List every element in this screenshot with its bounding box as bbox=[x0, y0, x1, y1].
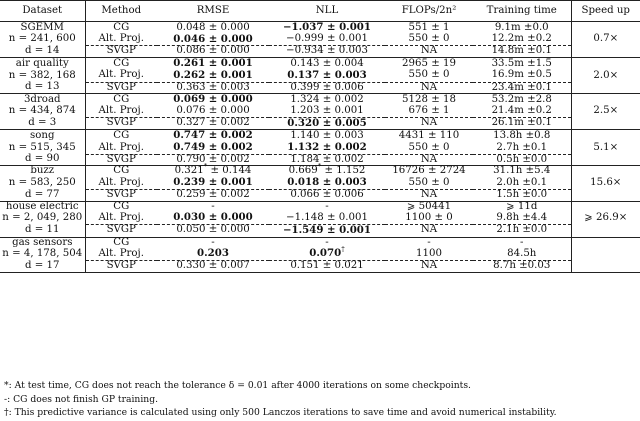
table-row bbox=[0, 117, 640, 130]
nll-cell bbox=[269, 106, 385, 117]
time-cell-text: ⩾ 11d bbox=[506, 200, 538, 212]
method-cell-text: SVGP bbox=[106, 45, 136, 57]
time-cell-text: - bbox=[520, 236, 524, 248]
rmse-cell-text: 0.262 ± 0.001 bbox=[173, 68, 253, 81]
dataset-cell bbox=[0, 130, 85, 142]
speedup-cell bbox=[571, 189, 640, 201]
rmse-cell-text: 0.321 bbox=[174, 165, 204, 177]
flops-cell-text: 550 ± 0 bbox=[408, 141, 450, 153]
footnotes bbox=[4, 379, 557, 420]
nll-cell-text: −0.999 ± 0.001 bbox=[286, 33, 368, 45]
method-cell bbox=[85, 237, 157, 248]
dataset-cell-text: d = 90 bbox=[25, 153, 60, 165]
speedup-cell bbox=[571, 261, 640, 273]
rmse-cell-text: 0.259 ± 0.002 bbox=[176, 188, 250, 200]
flops-cell bbox=[385, 22, 473, 34]
method-cell bbox=[85, 189, 157, 201]
method-cell bbox=[85, 58, 157, 70]
header-speed-up: Speed up bbox=[571, 1, 640, 22]
time-cell bbox=[473, 82, 571, 94]
method-cell-text: SVGP bbox=[106, 260, 136, 272]
table-row bbox=[0, 70, 640, 82]
time-cell-text: 84.5h bbox=[507, 247, 537, 259]
flops-cell-text: 2965 ± 19 bbox=[402, 57, 456, 69]
flops-cell-text: 16726 ± 2724 bbox=[392, 165, 466, 177]
nll-cell bbox=[269, 224, 385, 237]
header-dataset: Dataset bbox=[0, 1, 85, 22]
speedup-cell bbox=[571, 58, 640, 70]
method-cell bbox=[85, 261, 157, 273]
method-cell bbox=[85, 201, 157, 212]
nll-cell-text: 0.669 bbox=[288, 165, 318, 177]
time-cell-text: 16.9m ±0.5 bbox=[491, 69, 552, 81]
dataset-cell bbox=[0, 142, 85, 154]
time-cell bbox=[473, 237, 571, 248]
nll-footnote-mark: * bbox=[317, 163, 322, 172]
method-cell bbox=[85, 82, 157, 94]
table-row bbox=[0, 106, 640, 117]
time-cell bbox=[473, 106, 571, 117]
rmse-cell bbox=[157, 224, 269, 237]
rmse-tail: ± 0.144 bbox=[207, 165, 252, 177]
time-cell-text: 8.7h ±0.03 bbox=[493, 260, 551, 272]
time-cell-text: 2.0h ±0.1 bbox=[496, 176, 548, 188]
time-cell bbox=[473, 70, 571, 82]
rmse-cell bbox=[157, 248, 269, 260]
time-cell-text: 9.1m ±0.0 bbox=[494, 21, 549, 33]
nll-cell-text: −1.549 ± 0.001 bbox=[283, 223, 371, 236]
time-cell-text: 0.5h ±0.0 bbox=[496, 153, 548, 165]
header-method: Method bbox=[85, 1, 157, 22]
method-cell bbox=[85, 34, 157, 46]
dataset-cell-text: gas sensors bbox=[12, 236, 73, 248]
dataset-cell-text: 3droad bbox=[23, 93, 61, 105]
rmse-cell bbox=[157, 46, 269, 58]
method-cell-text: Alt. Proj. bbox=[98, 247, 144, 259]
nll-cell-text: −0.934 ± 0.003 bbox=[286, 45, 368, 57]
method-cell-text: CG bbox=[113, 200, 130, 212]
method-cell bbox=[85, 22, 157, 34]
table-row bbox=[0, 142, 640, 154]
time-cell-text: 21.4m ±0.2 bbox=[491, 104, 552, 116]
time-cell bbox=[473, 201, 571, 212]
dataset-cell bbox=[0, 22, 85, 34]
flops-cell-text: NA bbox=[420, 188, 438, 200]
speedup-cell bbox=[571, 117, 640, 130]
speedup-cell bbox=[571, 34, 640, 46]
method-cell-text: Alt. Proj. bbox=[98, 141, 144, 153]
speedup-cell-text: 5.1× bbox=[593, 141, 619, 153]
speedup-cell bbox=[571, 166, 640, 177]
rmse-cell-text: 0.749 ± 0.002 bbox=[173, 141, 253, 154]
flops-cell-text: 550 ± 0 bbox=[408, 69, 450, 81]
dataset-cell-text: song bbox=[30, 129, 55, 141]
method-cell bbox=[85, 106, 157, 117]
rmse-cell bbox=[157, 117, 269, 130]
time-cell-text: 23.4m ±0.1 bbox=[491, 81, 552, 93]
table-row bbox=[0, 82, 640, 94]
rmse-cell-text: 0.048 ± 0.000 bbox=[176, 21, 250, 33]
time-cell bbox=[473, 154, 571, 166]
rmse-cell bbox=[157, 189, 269, 201]
method-cell-text: Alt. Proj. bbox=[98, 211, 144, 223]
header-flops: FLOPs/2n² bbox=[385, 1, 473, 22]
dataset-cell-text: n = 382, 168 bbox=[8, 69, 76, 81]
speedup-cell-text: 15.6× bbox=[590, 176, 622, 188]
dataset-cell-text: d = 11 bbox=[25, 224, 60, 236]
method-cell bbox=[85, 130, 157, 142]
method-cell bbox=[85, 166, 157, 177]
table-row bbox=[0, 22, 640, 34]
dataset-cell bbox=[0, 46, 85, 58]
nll-cell bbox=[269, 70, 385, 82]
speedup-cell bbox=[571, 82, 640, 94]
nll-cell bbox=[269, 201, 385, 212]
dataset-cell-text: d = 17 bbox=[25, 259, 60, 271]
dataset-cell-text: d = 14 bbox=[25, 45, 60, 57]
time-cell bbox=[473, 22, 571, 34]
method-cell-text: SVGP bbox=[106, 81, 136, 93]
flops-cell-text: NA bbox=[420, 81, 438, 93]
flops-cell bbox=[385, 212, 473, 224]
flops-cell-text: NA bbox=[420, 260, 438, 272]
nll-cell bbox=[269, 212, 385, 224]
dataset-cell bbox=[0, 212, 85, 224]
rmse-cell-text: 0.330 ± 0.007 bbox=[176, 260, 250, 272]
time-cell-text: 13.8h ±0.8 bbox=[493, 129, 551, 141]
dataset-cell bbox=[0, 189, 85, 201]
rmse-cell-text: 0.046 ± 0.000 bbox=[173, 32, 253, 45]
rmse-cell bbox=[157, 34, 269, 46]
flops-cell-text: 551 ± 1 bbox=[408, 21, 450, 33]
table-row bbox=[0, 189, 640, 201]
time-cell-text: 1.5h ±0.0 bbox=[496, 188, 548, 200]
method-cell-text: CG bbox=[113, 93, 130, 105]
time-cell bbox=[473, 46, 571, 58]
method-cell bbox=[85, 177, 157, 189]
dataset-cell-text: n = 2, 049, 280 bbox=[2, 212, 83, 223]
dataset-cell bbox=[0, 82, 85, 94]
time-cell bbox=[473, 58, 571, 70]
rmse-cell-text: 0.086 ± 0.000 bbox=[176, 45, 250, 57]
table-row bbox=[0, 248, 640, 260]
nll-cell bbox=[269, 142, 385, 154]
speedup-cell-text: ⩾ 26.9× bbox=[584, 212, 628, 223]
nll-cell-text: 0.066 ± 0.006 bbox=[290, 188, 364, 200]
speedup-cell bbox=[571, 22, 640, 34]
nll-cell-text: −1.037 ± 0.001 bbox=[283, 21, 371, 33]
rmse-cell-text: - bbox=[211, 236, 215, 248]
flops-cell-text: 550 ± 0 bbox=[408, 176, 450, 188]
flops-cell-text: 1100 ± 0 bbox=[405, 211, 453, 223]
table-row bbox=[0, 261, 640, 273]
flops-cell bbox=[385, 166, 473, 177]
rmse-cell-text: 0.790 ± 0.002 bbox=[176, 153, 250, 165]
rmse-cell bbox=[157, 106, 269, 117]
method-cell-text: SVGP bbox=[106, 188, 136, 200]
nll-cell bbox=[269, 46, 385, 58]
method-cell-text: SVGP bbox=[106, 224, 136, 236]
dataset-cell-text: d = 13 bbox=[25, 81, 60, 93]
speedup-cell bbox=[571, 248, 640, 260]
flops-cell bbox=[385, 130, 473, 142]
header-row bbox=[0, 1, 640, 22]
method-cell-text: CG bbox=[113, 57, 130, 69]
time-cell-text: 2.7h ±0.1 bbox=[496, 141, 548, 153]
speedup-cell bbox=[571, 177, 640, 189]
dataset-cell-text: house electric bbox=[5, 200, 79, 212]
nll-footnote-mark: † bbox=[341, 245, 345, 254]
time-cell bbox=[473, 117, 571, 130]
flops-cell-text: NA bbox=[420, 117, 438, 129]
time-cell bbox=[473, 189, 571, 201]
dataset-cell-text: n = 241, 600 bbox=[8, 33, 76, 45]
nll-cell bbox=[269, 245, 385, 260]
nll-cell-text: 0.137 ± 0.003 bbox=[287, 68, 367, 81]
table-row bbox=[0, 177, 640, 189]
flops-cell bbox=[385, 189, 473, 201]
time-cell bbox=[473, 212, 571, 224]
nll-cell-text: 0.070 bbox=[309, 247, 342, 260]
header-training-time: Training time bbox=[473, 1, 571, 22]
time-cell bbox=[473, 224, 571, 237]
dataset-cell-text: SGEMM bbox=[20, 21, 64, 33]
flops-cell-text: 550 ± 0 bbox=[408, 33, 450, 45]
method-cell-text: CG bbox=[113, 129, 130, 141]
dataset-cell bbox=[0, 237, 85, 248]
nll-cell bbox=[269, 22, 385, 34]
nll-cell-text: 1.324 ± 0.002 bbox=[290, 93, 364, 105]
footnote-dash: -: CG does not finish GP training. bbox=[4, 393, 159, 405]
header-nll: NLL bbox=[269, 1, 385, 22]
dataset-cell bbox=[0, 70, 85, 82]
method-cell bbox=[85, 154, 157, 166]
flops-cell bbox=[385, 106, 473, 117]
time-cell-text: 33.5m ±1.5 bbox=[491, 57, 552, 69]
flops-cell bbox=[385, 261, 473, 273]
nll-cell-text: 1.203 ± 0.001 bbox=[290, 104, 364, 116]
rmse-cell bbox=[157, 212, 269, 224]
time-cell bbox=[473, 34, 571, 46]
flops-cell bbox=[385, 154, 473, 166]
nll-cell-text: 0.151 ± 0.021 bbox=[290, 260, 364, 272]
dataset-cell bbox=[0, 261, 85, 273]
method-cell bbox=[85, 70, 157, 82]
time-cell-text: 2.1h ±0.0 bbox=[496, 224, 548, 236]
nll-cell-text: −1.148 ± 0.001 bbox=[286, 211, 368, 223]
nll-cell-text: 1.140 ± 0.003 bbox=[290, 129, 364, 141]
time-cell-text: 9.8h ±4.4 bbox=[496, 211, 548, 223]
nll-cell bbox=[269, 261, 385, 273]
nll-tail: ± 1.152 bbox=[321, 165, 366, 177]
rmse-cell-text: 0.050 ± 0.000 bbox=[176, 224, 250, 236]
rmse-cell bbox=[157, 177, 269, 189]
footnote-dagger: †: This predictive variance is calculated using only 500 Lanczos iterations to save time and avoid numerical instability. bbox=[4, 407, 557, 418]
dataset-cell bbox=[0, 58, 85, 70]
method-cell bbox=[85, 224, 157, 237]
nll-cell bbox=[269, 34, 385, 46]
dataset-cell bbox=[0, 106, 85, 117]
flops-cell bbox=[385, 224, 473, 237]
nll-cell-text: 0.018 ± 0.003 bbox=[287, 176, 367, 189]
method-cell-text: SVGP bbox=[106, 117, 136, 129]
dataset-cell bbox=[0, 154, 85, 166]
method-cell-text: CG bbox=[113, 236, 130, 248]
time-cell-text: 26.1m ±0.1 bbox=[491, 117, 552, 129]
nll-cell bbox=[269, 189, 385, 201]
nll-cell bbox=[269, 82, 385, 94]
dataset-cell-text: n = 4, 178, 504 bbox=[2, 248, 83, 260]
footnote-star: *: At test time, CG does not reach the tolerance δ = 0.01 after 4000 iterations on some checkpoints. bbox=[4, 380, 471, 391]
rmse-cell bbox=[157, 142, 269, 154]
time-cell-text: 53.2m ±2.8 bbox=[491, 93, 552, 105]
flops-cell bbox=[385, 82, 473, 94]
time-cell bbox=[473, 142, 571, 154]
flops-cell-text: NA bbox=[420, 224, 438, 236]
dataset-cell-text: d = 77 bbox=[25, 188, 60, 200]
header-rmse: RMSE bbox=[157, 1, 269, 22]
table-row bbox=[0, 201, 640, 212]
rmse-cell-text: 0.363 ± 0.003 bbox=[176, 81, 250, 93]
flops-cell-text: 4431 ± 110 bbox=[398, 129, 460, 141]
time-cell-text: 12.2m ±0.2 bbox=[491, 33, 552, 45]
speedup-cell-text: 0.7× bbox=[593, 33, 619, 45]
flops-cell bbox=[385, 70, 473, 82]
results-body bbox=[0, 22, 640, 273]
time-cell bbox=[473, 177, 571, 189]
table-row bbox=[0, 212, 640, 224]
flops-cell bbox=[385, 237, 473, 248]
flops-cell-text: ⩾ 50441 bbox=[406, 200, 452, 212]
method-cell-text: Alt. Proj. bbox=[98, 104, 144, 116]
dataset-cell-text: air quality bbox=[15, 57, 69, 69]
method-cell-text: Alt. Proj. bbox=[98, 33, 144, 45]
flops-cell bbox=[385, 201, 473, 212]
nll-cell bbox=[269, 117, 385, 130]
rmse-cell-text: 0.076 ± 0.000 bbox=[176, 104, 250, 116]
rmse-cell bbox=[157, 82, 269, 94]
speedup-cell bbox=[571, 142, 640, 154]
speedup-cell bbox=[571, 237, 640, 248]
flops-cell-text: - bbox=[427, 236, 431, 248]
nll-cell-text: 0.143 ± 0.004 bbox=[290, 57, 364, 69]
rmse-cell-text: 0.239 ± 0.001 bbox=[173, 176, 253, 189]
nll-cell bbox=[269, 177, 385, 189]
dataset-cell-text: buzz bbox=[30, 165, 55, 177]
rmse-cell-text: 0.747 ± 0.002 bbox=[173, 129, 253, 142]
flops-cell bbox=[385, 248, 473, 260]
speedup-cell bbox=[571, 94, 640, 106]
flops-cell bbox=[385, 117, 473, 130]
speedup-cell-text: 2.0× bbox=[593, 69, 619, 81]
dataset-cell-text: n = 515, 345 bbox=[8, 141, 76, 153]
method-cell-text: Alt. Proj. bbox=[98, 69, 144, 81]
rmse-cell-text: 0.261 ± 0.001 bbox=[173, 57, 253, 70]
speedup-cell bbox=[571, 154, 640, 166]
dataset-cell bbox=[0, 166, 85, 177]
method-cell bbox=[85, 117, 157, 130]
speedup-cell bbox=[571, 212, 640, 224]
time-cell-text: 14.8m ±0.1 bbox=[491, 45, 552, 57]
rmse-cell-text: 0.203 bbox=[197, 247, 229, 260]
rmse-cell-text: - bbox=[211, 200, 215, 212]
time-cell bbox=[473, 166, 571, 177]
flops-cell bbox=[385, 46, 473, 58]
dataset-cell-text: n = 583, 250 bbox=[8, 176, 76, 188]
flops-cell bbox=[385, 142, 473, 154]
speedup-cell bbox=[571, 70, 640, 82]
dataset-cell bbox=[0, 34, 85, 46]
nll-cell-text: - bbox=[325, 200, 329, 212]
speedup-cell bbox=[571, 224, 640, 237]
flops-cell bbox=[385, 34, 473, 46]
rmse-footnote-mark: * bbox=[203, 163, 208, 172]
flops-cell-text: 1100 bbox=[416, 247, 442, 259]
rmse-cell-text: 0.030 ± 0.000 bbox=[173, 211, 253, 224]
rmse-cell bbox=[157, 70, 269, 82]
nll-cell-text: 0.399 ± 0.006 bbox=[290, 81, 364, 93]
nll-cell-text: 1.184 ± 0.002 bbox=[290, 153, 364, 165]
method-cell bbox=[85, 142, 157, 154]
speedup-cell bbox=[571, 201, 640, 212]
dataset-cell bbox=[0, 248, 85, 260]
dataset-cell bbox=[0, 94, 85, 106]
time-cell-text: 31.1h ±5.4 bbox=[493, 165, 551, 177]
nll-cell-text: 0.320 ± 0.005 bbox=[287, 116, 367, 129]
flops-cell-text: 676 ± 1 bbox=[408, 104, 450, 116]
table-row bbox=[0, 224, 640, 237]
method-cell bbox=[85, 212, 157, 224]
speedup-cell bbox=[571, 106, 640, 117]
method-cell-text: CG bbox=[113, 21, 130, 33]
flops-cell-text: NA bbox=[420, 153, 438, 165]
speedup-cell bbox=[571, 46, 640, 58]
dataset-cell bbox=[0, 224, 85, 237]
dataset-cell-text: n = 434, 874 bbox=[8, 105, 76, 117]
dataset-cell bbox=[0, 177, 85, 189]
time-cell bbox=[473, 261, 571, 273]
table-row bbox=[0, 46, 640, 58]
dataset-cell bbox=[0, 117, 85, 130]
method-cell-text: SVGP bbox=[106, 153, 136, 165]
method-cell bbox=[85, 46, 157, 58]
method-cell bbox=[85, 248, 157, 260]
dataset-cell-text: d = 3 bbox=[28, 116, 57, 128]
rmse-cell-text: 0.069 ± 0.000 bbox=[173, 93, 253, 106]
rmse-cell-text: 0.327 ± 0.002 bbox=[176, 117, 250, 129]
nll-cell-text: 1.132 ± 0.002 bbox=[287, 141, 367, 154]
speedup-cell-text: 2.5× bbox=[593, 105, 619, 117]
flops-cell bbox=[385, 177, 473, 189]
dataset-cell bbox=[0, 201, 85, 212]
table-row bbox=[0, 34, 640, 46]
flops-cell-text: NA bbox=[420, 45, 438, 57]
flops-cell bbox=[385, 58, 473, 70]
speedup-cell bbox=[571, 130, 640, 142]
time-cell bbox=[473, 130, 571, 142]
flops-cell-text: 5128 ± 18 bbox=[402, 93, 456, 105]
method-cell-text: CG bbox=[113, 165, 130, 177]
rmse-cell bbox=[157, 261, 269, 273]
method-cell-text: Alt. Proj. bbox=[98, 176, 144, 188]
nll-cell-text: - bbox=[325, 236, 329, 248]
time-cell bbox=[473, 248, 571, 260]
